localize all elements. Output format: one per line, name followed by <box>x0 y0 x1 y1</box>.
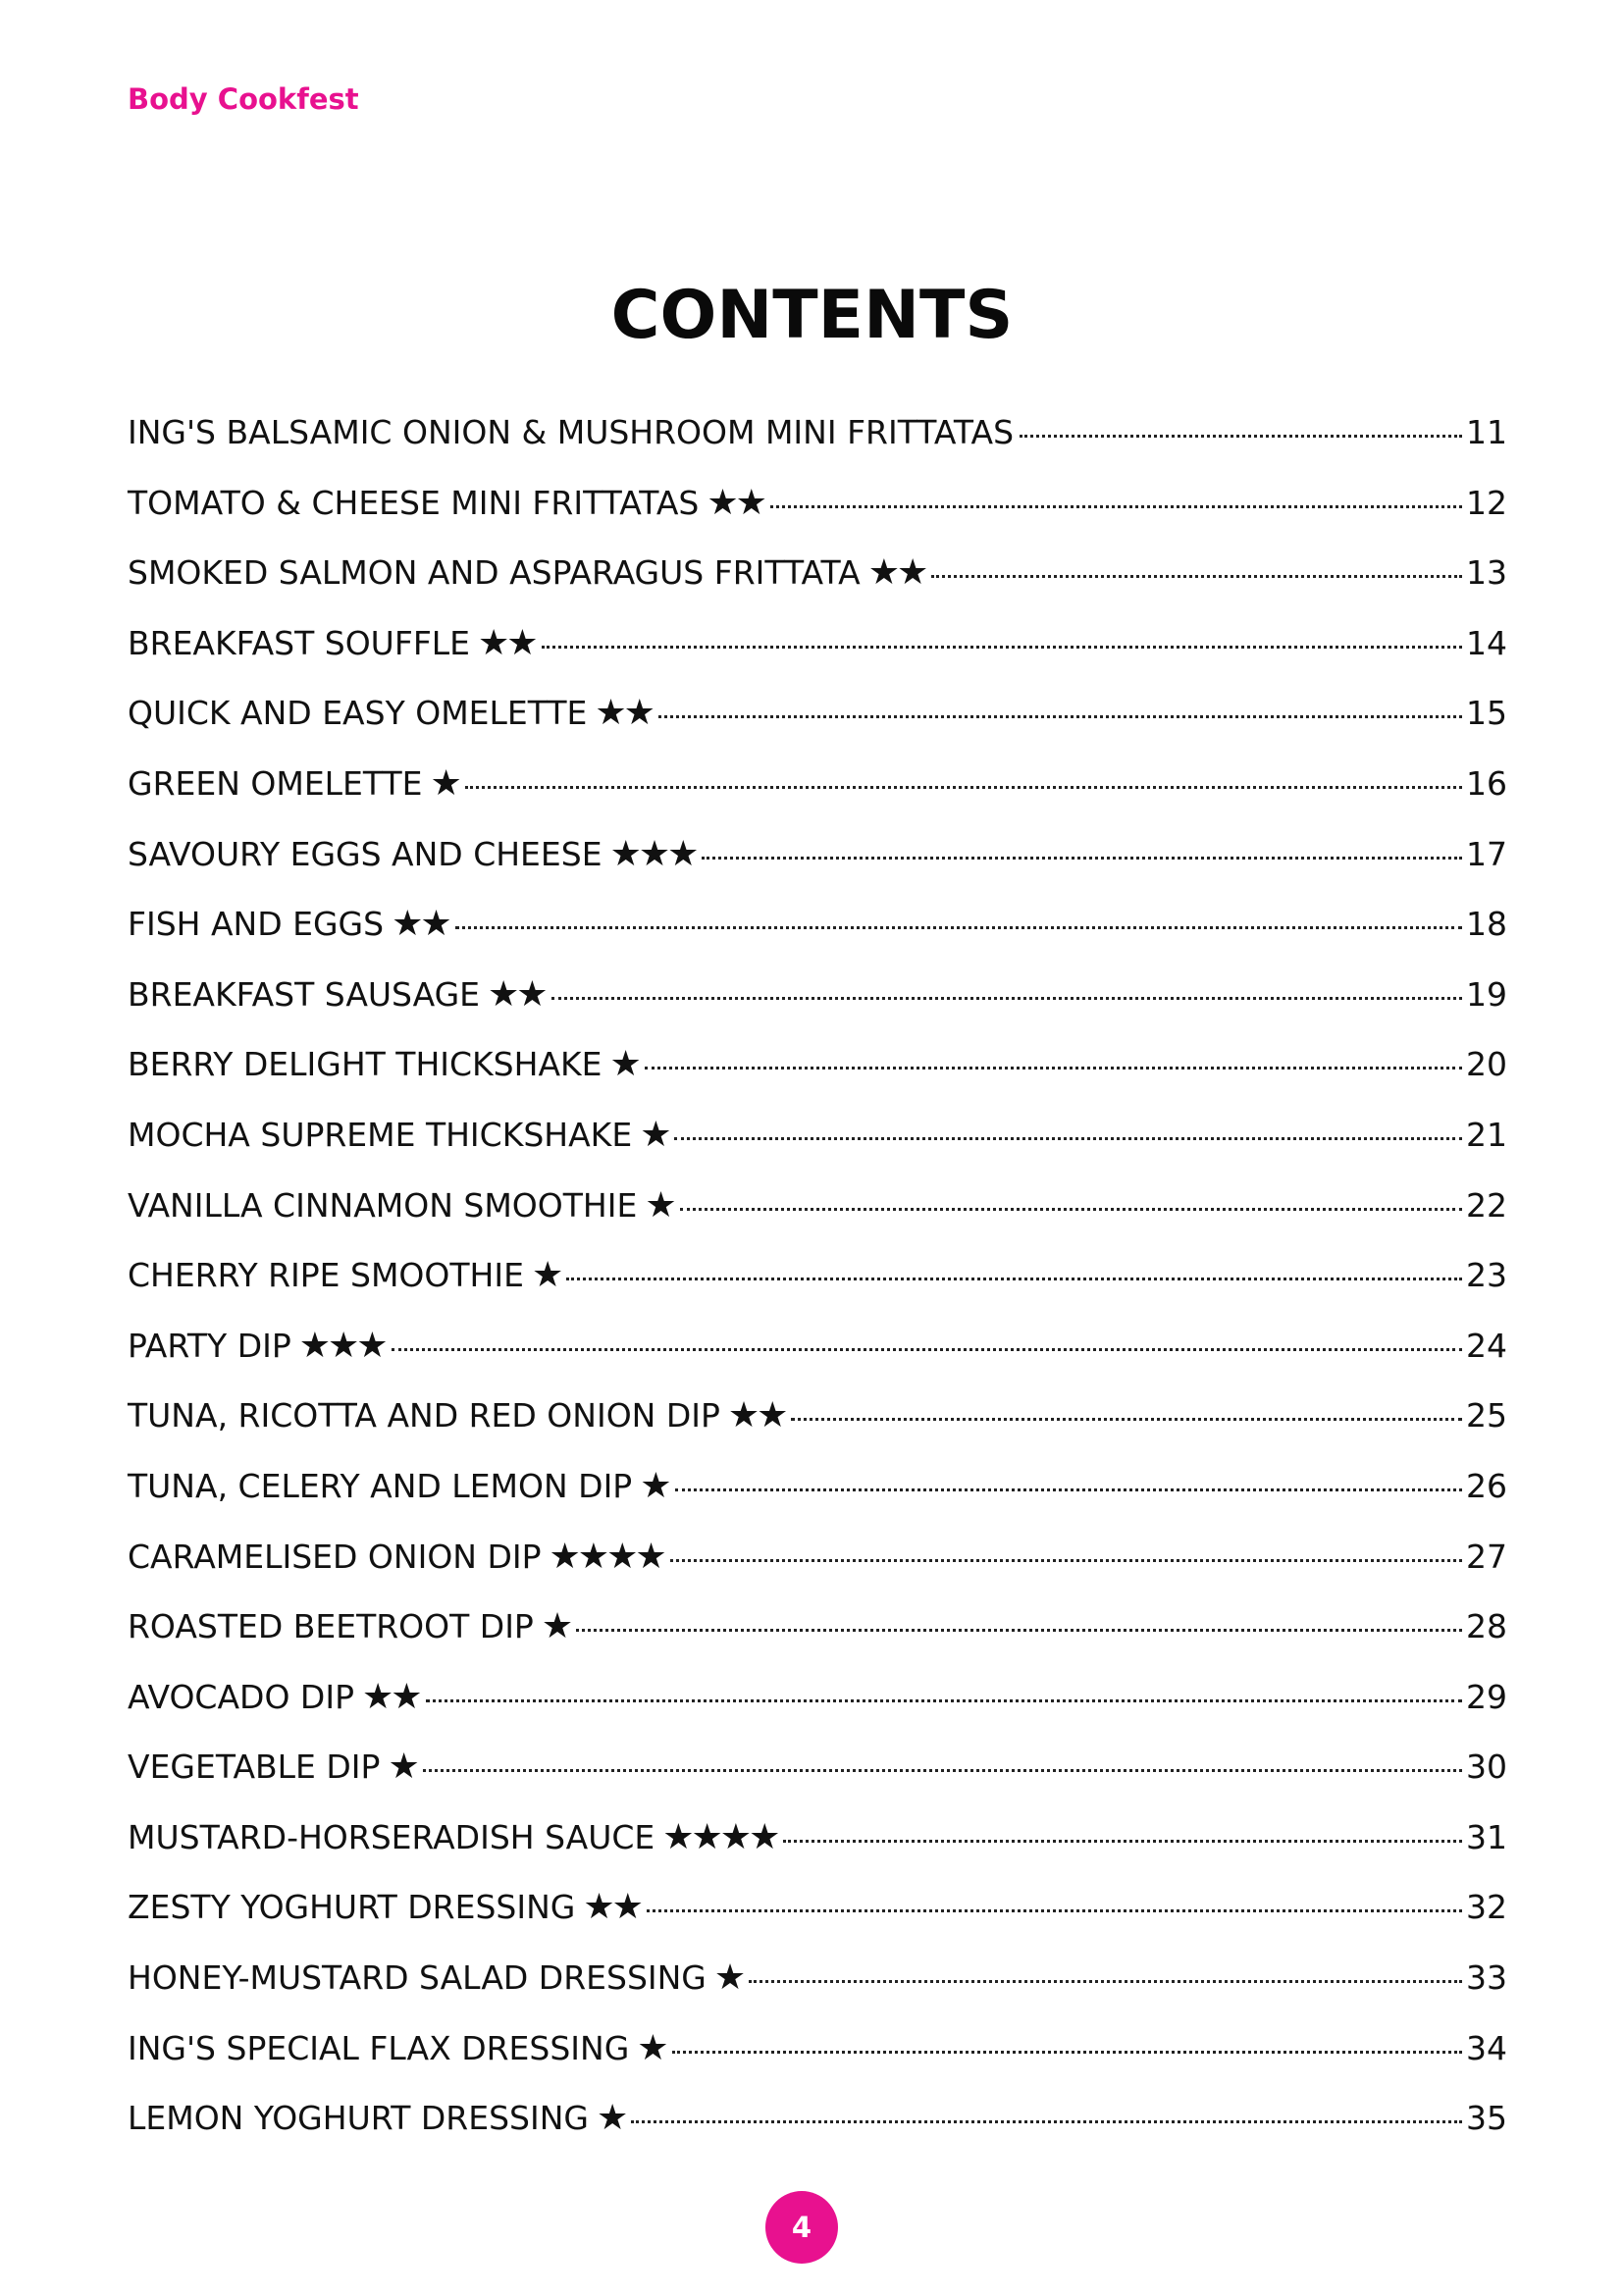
difficulty-stars-icon: ★ <box>609 1044 639 1085</box>
dot-leader <box>631 2120 1462 2123</box>
page-number-badge <box>765 2191 838 2264</box>
toc-entry-title: SAVOURY EGGS AND CHEESE <box>128 834 602 873</box>
toc-entry-page: 21 <box>1466 1115 1507 1154</box>
toc-entry[interactable] <box>128 548 1507 619</box>
toc-entry[interactable] <box>128 1883 1507 1954</box>
dot-leader <box>566 1278 1462 1280</box>
toc-entry-page: 13 <box>1466 553 1507 593</box>
toc-entry-title: BREAKFAST SOUFFLE <box>128 623 471 662</box>
difficulty-stars-icon: ★★ <box>595 693 653 734</box>
toc-entry[interactable] <box>128 970 1507 1041</box>
difficulty-stars-icon: ★★ <box>478 622 536 663</box>
dot-leader <box>931 575 1462 578</box>
toc-entry-title: ING'S SPECIAL FLAX DRESSING <box>128 2028 630 2067</box>
toc-entry[interactable] <box>128 900 1507 970</box>
toc-entry-title: BREAKFAST SAUSAGE <box>128 974 481 1014</box>
toc-entry[interactable] <box>128 830 1507 901</box>
toc-entry-page: 17 <box>1466 834 1507 873</box>
brand-header: Body Cookfest <box>128 82 359 116</box>
toc-entry[interactable] <box>128 759 1507 830</box>
difficulty-stars-icon: ★ <box>541 1606 571 1647</box>
toc-entry[interactable] <box>128 1954 1507 2024</box>
toc-entry[interactable] <box>128 1251 1507 1322</box>
toc-entry-page: 16 <box>1466 763 1507 803</box>
dot-leader <box>791 1418 1462 1421</box>
toc-entry-title: TUNA, RICOTTA AND RED ONION DIP <box>128 1396 720 1435</box>
toc-entry-page: 27 <box>1466 1537 1507 1576</box>
page-title: CONTENTS <box>610 277 1014 354</box>
dot-leader <box>749 1980 1462 1983</box>
dot-leader <box>455 926 1462 929</box>
toc-entry-title: LEMON YOGHURT DRESSING <box>128 2099 589 2138</box>
toc-entry-page: 33 <box>1466 1958 1507 1998</box>
difficulty-stars-icon: ★★★ <box>609 833 697 874</box>
toc-entry-page: 35 <box>1466 2099 1507 2138</box>
toc-entry[interactable] <box>128 689 1507 759</box>
dot-leader <box>680 1208 1462 1211</box>
difficulty-stars-icon: ★★ <box>727 1395 786 1436</box>
dot-leader <box>392 1348 1462 1351</box>
toc-entry-title: ZESTY YOGHURT DRESSING <box>128 1888 576 1927</box>
toc-entry[interactable] <box>128 1602 1507 1673</box>
toc-entry-page: 18 <box>1466 905 1507 944</box>
dot-leader <box>674 1137 1462 1140</box>
dot-leader <box>426 1699 1462 1702</box>
dot-leader <box>647 1909 1462 1912</box>
toc-entry-title: TOMATO & CHEESE MINI FRITTATAS <box>128 483 700 522</box>
dot-leader <box>670 1559 1462 1562</box>
dot-leader <box>1020 435 1462 438</box>
toc-entry-page: 31 <box>1466 1817 1507 1856</box>
toc-entry-page: 23 <box>1466 1256 1507 1295</box>
difficulty-stars-icon: ★★ <box>707 482 764 523</box>
dot-leader <box>702 857 1462 860</box>
difficulty-stars-icon: ★ <box>645 1184 674 1226</box>
toc-entry-page: 11 <box>1466 413 1507 451</box>
toc-entry[interactable] <box>128 2024 1507 2095</box>
toc-entry-page: 15 <box>1466 694 1507 733</box>
toc-entry-title: MOCHA SUPREME THICKSHAKE <box>128 1115 633 1154</box>
toc-entry[interactable] <box>128 1111 1507 1181</box>
toc-entry-title: HONEY-MUSTARD SALAD DRESSING <box>128 1958 707 1998</box>
toc-entry[interactable] <box>128 2094 1507 2165</box>
difficulty-stars-icon: ★ <box>388 1747 417 1788</box>
dot-leader <box>770 505 1462 508</box>
toc-entry[interactable] <box>128 1743 1507 1813</box>
toc-entry-page: 14 <box>1466 623 1507 662</box>
difficulty-stars-icon: ★★ <box>867 552 926 594</box>
toc-entry-page: 19 <box>1466 974 1507 1014</box>
difficulty-stars-icon: ★ <box>596 2098 626 2139</box>
dot-leader <box>672 2051 1462 2054</box>
toc-entry-title: GREEN OMELETTE <box>128 763 423 803</box>
toc-entry-page: 22 <box>1466 1185 1507 1225</box>
dot-leader <box>783 1840 1462 1843</box>
difficulty-stars-icon: ★ <box>640 1465 669 1506</box>
toc-entry[interactable] <box>128 1813 1507 1884</box>
toc-entry-page: 34 <box>1466 2028 1507 2067</box>
dot-leader <box>645 1067 1462 1070</box>
difficulty-stars-icon: ★ <box>713 1957 744 1999</box>
toc-entry-title: CARAMELISED ONION DIP <box>128 1537 542 1576</box>
toc-entry[interactable] <box>128 1462 1507 1533</box>
toc-entry-title: ING'S BALSAMIC ONION & MUSHROOM MINI FRITTATAS <box>128 413 1015 451</box>
toc-entry-page: 26 <box>1466 1466 1507 1505</box>
toc-entry-page: 29 <box>1466 1677 1507 1716</box>
toc-entry-title: AVOCADO DIP <box>128 1677 354 1716</box>
difficulty-stars-icon: ★★★ <box>298 1325 386 1366</box>
toc-entry-title: CHERRY RIPE SMOOTHIE <box>128 1256 524 1295</box>
difficulty-stars-icon: ★★ <box>583 1887 641 1928</box>
toc-entry-page: 25 <box>1466 1396 1507 1435</box>
toc-entry[interactable] <box>128 479 1507 549</box>
toc-entry-page: 12 <box>1466 483 1507 522</box>
toc-entry-title: MUSTARD-HORSERADISH SAUCE <box>128 1817 655 1856</box>
difficulty-stars-icon: ★★★★ <box>662 1816 778 1857</box>
dot-leader <box>423 1769 1462 1772</box>
dot-leader <box>658 715 1462 718</box>
toc-entry[interactable] <box>128 1181 1507 1252</box>
toc-entry-title: SMOKED SALMON AND ASPARAGUS FRITTATA <box>128 553 861 593</box>
difficulty-stars-icon: ★★ <box>361 1676 420 1717</box>
toc-entry-title: VEGETABLE DIP <box>128 1748 381 1787</box>
dot-leader <box>542 646 1462 649</box>
toc-entry-title: PARTY DIP <box>128 1326 291 1365</box>
toc-entry-page: 28 <box>1466 1607 1507 1646</box>
toc-entry[interactable] <box>128 1391 1507 1462</box>
toc-entry-title: BERRY DELIGHT THICKSHAKE <box>128 1045 602 1084</box>
dot-leader <box>576 1629 1462 1632</box>
toc-entry-title: TUNA, CELERY AND LEMON DIP <box>128 1466 633 1505</box>
toc-entry[interactable] <box>128 1673 1507 1744</box>
toc-entry[interactable] <box>128 408 1507 479</box>
difficulty-stars-icon: ★ <box>531 1255 561 1296</box>
toc-entry-title: VANILLA CINNAMON SMOOTHIE <box>128 1185 638 1225</box>
difficulty-stars-icon: ★★★★ <box>549 1536 664 1577</box>
dot-leader <box>551 997 1462 1000</box>
toc-entry-page: 30 <box>1466 1748 1507 1787</box>
toc-entry[interactable] <box>128 1322 1507 1392</box>
toc-entry[interactable] <box>128 1533 1507 1603</box>
difficulty-stars-icon: ★ <box>637 2027 666 2068</box>
page-number: 4 <box>791 2211 812 2244</box>
dot-leader <box>465 786 1462 789</box>
dot-leader <box>675 1488 1463 1491</box>
toc-entry-page: 32 <box>1466 1888 1507 1927</box>
toc-entry-title: FISH AND EGGS <box>128 905 385 944</box>
difficulty-stars-icon: ★ <box>430 762 459 804</box>
toc-entry-title: QUICK AND EASY OMELETTE <box>128 694 588 733</box>
difficulty-stars-icon: ★★ <box>488 973 546 1015</box>
difficulty-stars-icon: ★ <box>640 1114 669 1155</box>
toc-entry-page: 24 <box>1466 1326 1507 1365</box>
toc-entry[interactable] <box>128 619 1507 690</box>
toc-entry-title: ROASTED BEETROOT DIP <box>128 1607 534 1646</box>
table-of-contents <box>128 408 1507 2165</box>
toc-entry[interactable] <box>128 1040 1507 1111</box>
difficulty-stars-icon: ★★ <box>392 904 449 945</box>
toc-entry-page: 20 <box>1466 1045 1507 1084</box>
